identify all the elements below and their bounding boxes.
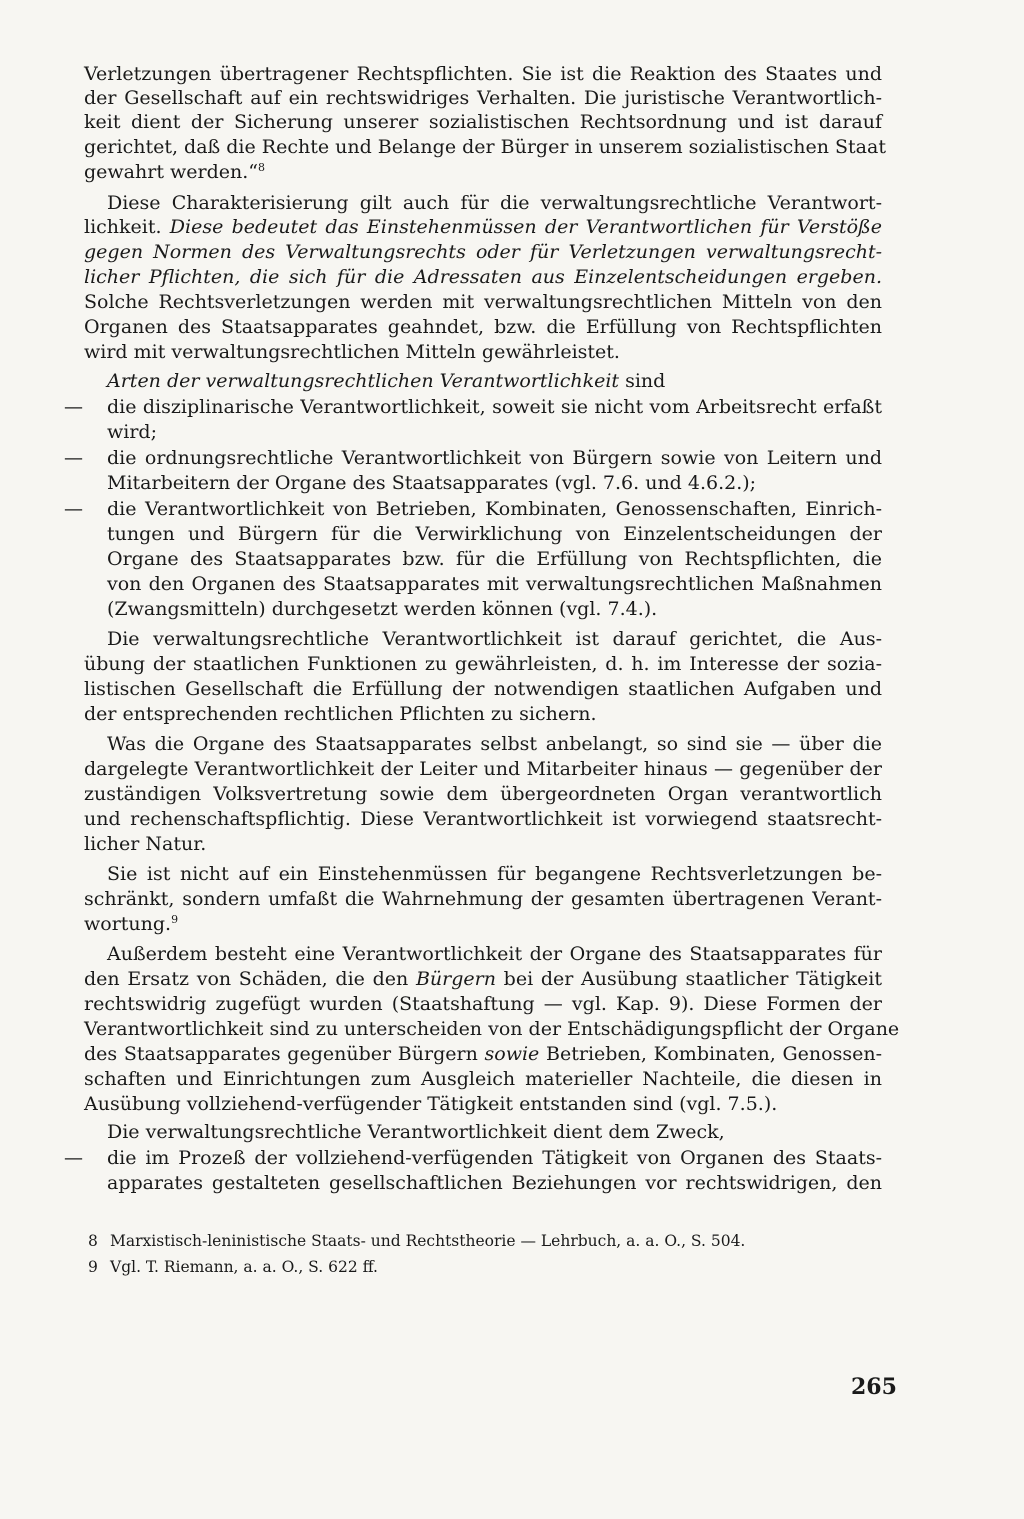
italic-run: Arten der verwaltungsrechtlichen Verantwortlichkeit [107, 370, 620, 392]
text-line: die im Prozeß der vollziehend-verfügenden Tätigkeit von Organen des Staats- [107, 1147, 882, 1169]
text-line: wird; [107, 421, 157, 443]
italic-run: Bürgern [415, 968, 496, 990]
text-line: keit dient der Sicherung unserer sozialistischen Rechtsordnung und ist darauf [84, 111, 882, 133]
bullet-dash: — [64, 447, 83, 469]
text-line: die ordnungsrechtliche Verantwortlichkeit von Bürgern sowie von Leitern und [107, 447, 882, 469]
bullet-dash: — [64, 1147, 83, 1169]
italic-run: sowie [484, 1043, 540, 1065]
text-line: übung der staatlichen Funktionen zu gewährleisten, d. h. im Interesse der sozia- [84, 653, 882, 675]
text-line: Ausübung vollziehend-verfügender Tätigkeit entstanden sind (vgl. 7.5.). [84, 1093, 778, 1115]
text-run: lichkeit. [84, 216, 162, 238]
text-line: von den Organen des Staatsapparates mit verwaltungsrechtlichen Maßnahmen [107, 573, 882, 595]
text-line: Die verwaltungsrechtliche Verantwortlichkeit ist darauf gerichtet, die Aus- [107, 628, 882, 650]
bullet-dash: — [64, 498, 83, 520]
footnote-number: 8 [88, 1232, 98, 1250]
text-line: dargelegte Verantwortlichkeit der Leiter und Mitarbeiter hinaus — gegenüber der [84, 758, 882, 780]
text-run: Betrieben, Kombinaten, Genossen- [546, 1043, 882, 1065]
text-line: die disziplinarische Verantwortlichkeit, soweit sie nicht vom Arbeitsrecht erfaßt [107, 396, 882, 418]
text-line: gegen Normen des Verwaltungsrechts oder für Verletzungen verwaltungsrecht- [84, 241, 882, 263]
text-run: sind [625, 370, 666, 392]
text-run: wortung. [84, 913, 172, 935]
text-line [84, 968, 882, 990]
text-line: apparates gestalteten gesellschaftlichen Beziehungen vor rechtswidrigen, den [107, 1172, 882, 1194]
text-line [84, 216, 882, 238]
italic-run: Diese bedeutet das Einstehenmüssen der Verantwortlichen für Verstöße [169, 216, 882, 238]
text-line: gerichtet, daß die Rechte und Belange der Bürger in unserem sozialistischen Staat [84, 136, 886, 158]
text-line: die Verantwortlichkeit von Betrieben, Kombinaten, Genossenschaften, Einrich- [107, 498, 882, 520]
text-line: der Gesellschaft auf ein rechtswidriges Verhalten. Die juristische Verantwortlich- [84, 87, 882, 109]
footnote-ref: 8 [257, 161, 265, 174]
text-line: Die verwaltungsrechtliche Verantwortlichkeit dient dem Zweck, [107, 1121, 725, 1143]
text-line: (Zwangsmitteln) durchgesetzt werden können (vgl. 7.4.). [107, 598, 658, 620]
text-run: bei der Ausübung staatlicher Tätigkeit [503, 968, 882, 990]
text-line: zuständigen Volksvertretung sowie dem übergeordneten Organ verantwortlich [84, 783, 882, 805]
text-line: und rechenschaftspflichtig. Diese Verantwortlichkeit ist vorwiegend staatsrecht- [84, 808, 882, 830]
text-line: schaften und Einrichtungen zum Ausgleich materieller Nachteile, die diesen in [84, 1068, 882, 1090]
footnote-text: Marxistisch-leninistische Staats- und Rechtstheorie — Lehrbuch, a. a. O., S. 504. [110, 1232, 746, 1250]
text-line: licher Pflichten, die sich für die Adressaten aus Einzelentscheidungen ergeben. [84, 266, 882, 288]
text-line: wird mit verwaltungsrechtlichen Mitteln gewährleistet. [84, 341, 620, 363]
footnote-text: Vgl. T. Riemann, a. a. O., S. 622 ff. [110, 1258, 378, 1276]
text-line: listischen Gesellschaft die Erfüllung der notwendigen staatlichen Aufgaben und [84, 678, 882, 700]
text-run: gewahrt werden.“ [84, 161, 258, 183]
text-line [84, 161, 265, 183]
text-line: Was die Organe des Staatsapparates selbst anbelangt, so sind sie — über die [107, 733, 882, 755]
text-line: Organen des Staatsapparates geahndet, bzw. die Erfüllung von Rechtspflichten [84, 316, 882, 338]
text-line: Verletzungen übertragener Rechtspflichten. Sie ist die Reaktion des Staates und [84, 63, 882, 85]
text-line [84, 913, 178, 935]
bullet-dash: — [64, 396, 83, 418]
text-line [84, 1043, 882, 1065]
text-line: Mitarbeitern der Organe des Staatsapparates (vgl. 7.6. und 4.6.2.); [107, 472, 757, 494]
text-run: des Staatsapparates gegenüber Bürgern [84, 1043, 478, 1065]
text-line: Außerdem besteht eine Verantwortlichkeit der Organe des Staatsapparates für [107, 943, 882, 965]
text-line: rechtswidrig zugefügt wurden (Staatshaftung — vgl. Kap. 9). Diese Formen der [84, 993, 882, 1015]
footnote-number: 9 [88, 1258, 98, 1276]
text-line: tungen und Bürgern für die Verwirklichung von Einzelentscheidungen der [107, 523, 882, 545]
text-line [107, 370, 665, 392]
text-line: Solche Rechtsverletzungen werden mit verwaltungsrechtlichen Mitteln von den [84, 291, 882, 313]
text-line: Sie ist nicht auf ein Einstehenmüssen für begangene Rechtsverletzungen be- [107, 863, 882, 885]
text-line: der entsprechenden rechtlichen Pflichten zu sichern. [84, 703, 597, 725]
footnote-ref: 9 [171, 913, 179, 926]
text-run: den Ersatz von Schäden, die den [84, 968, 409, 990]
text-line: licher Natur. [84, 833, 207, 855]
text-line: Diese Charakterisierung gilt auch für die verwaltungsrechtliche Verantwort- [107, 192, 882, 214]
text-line: Organe des Staatsapparates bzw. für die Erfüllung von Rechtspflichten, die [107, 548, 882, 570]
text-line: Verantwortlichkeit sind zu unterscheiden von der Entschädigungspflicht der Organe [84, 1018, 900, 1040]
page-number: 265 [851, 1374, 897, 1400]
text-line: schränkt, sondern umfaßt die Wahrnehmung der gesamten übertragenen Verant- [84, 888, 882, 910]
